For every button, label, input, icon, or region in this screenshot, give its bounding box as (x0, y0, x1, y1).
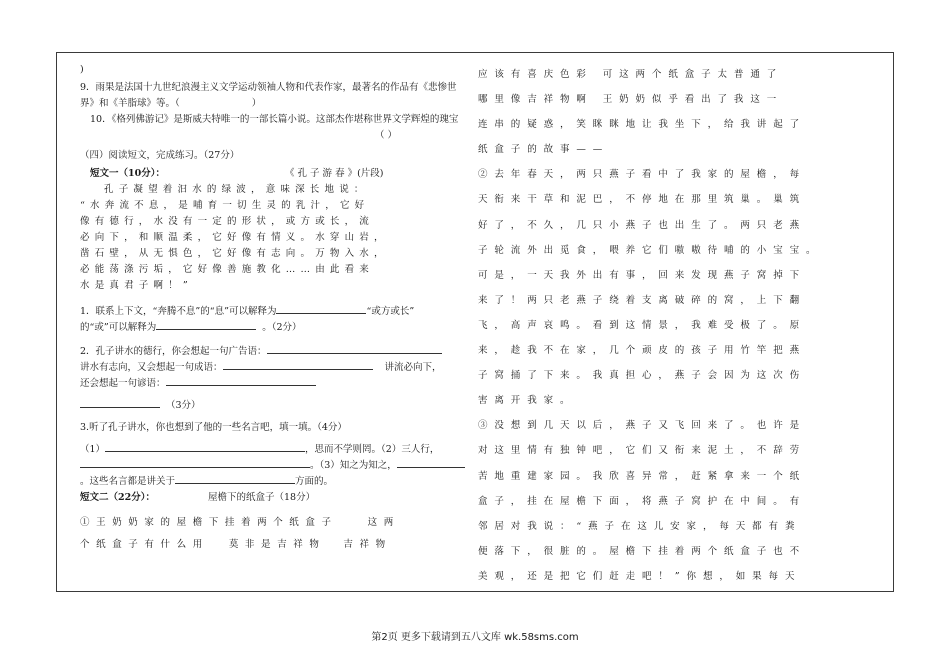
q2-line-3: 还会想起一句谚语： (80, 374, 465, 390)
q2-line-4: （3分） (80, 396, 465, 412)
passage-1-line: 凿石壁，从无惧色，它好像有志向。万物入水， (80, 248, 389, 259)
passage-2-line: 好了，不久，几只小燕子也出生了。两只老燕 (478, 219, 807, 231)
question-10: 10．《格列佛游记》是斯威夫特唯一的一部长篇小说。这部杰作堪称世界文学辉煌的瑰宝 (90, 114, 459, 125)
passage-2-line: 来了！两只老燕子绕着支离破碎的窝，上下翻 (478, 294, 807, 306)
answer-blank[interactable] (276, 302, 366, 314)
answer-blank[interactable] (267, 342, 442, 354)
answer-blank[interactable] (105, 440, 305, 452)
passage-1-header (80, 166, 465, 182)
passage-2-line: 子窝捅了下来。我真担心，燕子会因为这次伤 (478, 370, 807, 382)
answer-blank[interactable] (166, 374, 316, 386)
section-heading: （四）阅读短文，完成练习。（27分） (80, 150, 240, 161)
passage-2-line: 飞，高声哀鸣。看到这情景，我难受极了。原 (478, 319, 807, 331)
passage-2-line: 天衔来干草和泥巴，不停地在那里筑巢。巢筑 (478, 194, 807, 206)
prev-question-tail: ) (80, 64, 84, 75)
passage-1-line: “水奔流不息，是哺育一切生灵的乳汁，它好 (80, 200, 370, 211)
passage-2-line: 纸盒子的故事—— (478, 144, 610, 156)
q3-line-2: 。（3）知之为知之， (80, 456, 465, 472)
answer-blank[interactable] (223, 358, 373, 370)
passage-2-line: 苦地重建家园。我欣喜异常，赶紧拿来一个纸 (478, 470, 807, 482)
answer-blank[interactable] (156, 318, 256, 330)
passage-2-line: ②去年春天，两只燕子看中了我家的屋檐，每 (478, 169, 807, 181)
passage-2-line: 来，趁我不在家，几个顽皮的孩子用竹竿把燕 (478, 345, 807, 357)
q3-line-1: （1） ，思而不学则罔。（2）三人行， (80, 440, 465, 456)
answer-blank[interactable] (80, 396, 160, 408)
passage-2-line: 可是，一天我外出有事，回来发现燕子窝掉下 (478, 269, 807, 281)
question-9: 9．雨果是法国十九世纪浪漫主义文学运动领袖人物和代表作家，最著名的作品有《悲惨世 (80, 82, 457, 93)
q2-line-1: 2．孔子讲水的德行，你会想起一句广告语： (80, 342, 465, 358)
passage-1-line: 必能荡涤污垢，它好像善施教化……由此看来 (80, 264, 375, 275)
passage-2-line: 便落下，很脏的。屋檐下挂着两个纸盒子也不 (478, 545, 807, 557)
page-footer: 第2页 更多下载请到五八文库 wk.58sms.com (371, 632, 579, 643)
passage-2-line: 对这里情有独钟吧，它们又衔来泥土，不辞劳 (478, 445, 807, 457)
passage-2-line: 盒子，挂在屋檐下面，将燕子窝护在中间。有 (478, 495, 807, 507)
passage-1-line: 孔子凝望着汩水的绿波，意味深长地说： (104, 184, 369, 195)
passage-2-header (80, 490, 465, 506)
answer-blank[interactable] (80, 456, 310, 468)
answer-blank[interactable] (397, 456, 465, 468)
passage-2-line: 哪里像吉祥物啊 王奶奶似乎看出了我这一 (478, 94, 784, 106)
passage-2-line: 美观，还是把它们赶走吧！”你想，如果每天 (478, 570, 802, 582)
passage-2-title: 屋檐下的纸盒子（18分） (208, 492, 316, 503)
passage-2-line: 连串的疑惑，笑眯眯地让我坐下，给我讲起了 (478, 119, 807, 131)
q1-line-1: 1．联系上下文，“奔腾不息”的“息”可以解释为 “或方或长” (80, 302, 465, 318)
passage-1-label: 短文一（10分）： (90, 168, 165, 179)
passage-1-line: 水是真君子啊！” (80, 280, 193, 291)
passage-2-line: 邻居对我说：“燕子在这儿安家，每天都有粪 (478, 520, 802, 532)
question-10-blank: （ ） (375, 130, 398, 141)
q3-prompt: 3.听了孔子讲水，你也想到了他的一些名言吧，填一填。（4分） (80, 422, 347, 433)
passage-2-label: 短文二（22分）： (80, 492, 155, 503)
q1-line-2: 的“或”可以解释为 。（2分） (80, 318, 465, 334)
answer-blank[interactable] (175, 472, 295, 484)
passage-2-line: 应该有喜庆色彩 可这两个纸盒子太普通了 (478, 69, 784, 80)
passage-2-line: 子轮流外出觅食，喂养它们嗷嗷待哺的小宝宝。 (478, 244, 823, 256)
passage-1-line: 像有德行，水没有一定的形状，或方或长，流 (80, 216, 375, 227)
left-column (80, 62, 465, 556)
passage-1-line: 必向下，和顺温柔，它好像有情义。水穿山岩， (80, 232, 389, 243)
passage-1-title: 《 孔 子 游 春 》(片段) (285, 168, 384, 179)
q3-line-3: 。这些名言都是讲关于 方面的。 (80, 472, 465, 488)
passage-2-line: 个纸盒子有什么用 莫非是吉祥物 吉祥物 (80, 539, 392, 550)
passage-2-line: ①王奶奶家的屋檐下挂着两个纸盒子 这两 (80, 517, 400, 528)
question-9-cont: 界》和《羊脂球》等。（ ） (80, 98, 262, 109)
passage-2-line: 害离开我家。 (478, 395, 577, 407)
passage-2-line: ③没想到几天以后，燕子又飞回来了。也许是 (478, 420, 807, 432)
right-column (478, 62, 838, 589)
q2-line-2: 讲水有志向，又会想起一句成语： 讲流必向下， (80, 358, 465, 374)
